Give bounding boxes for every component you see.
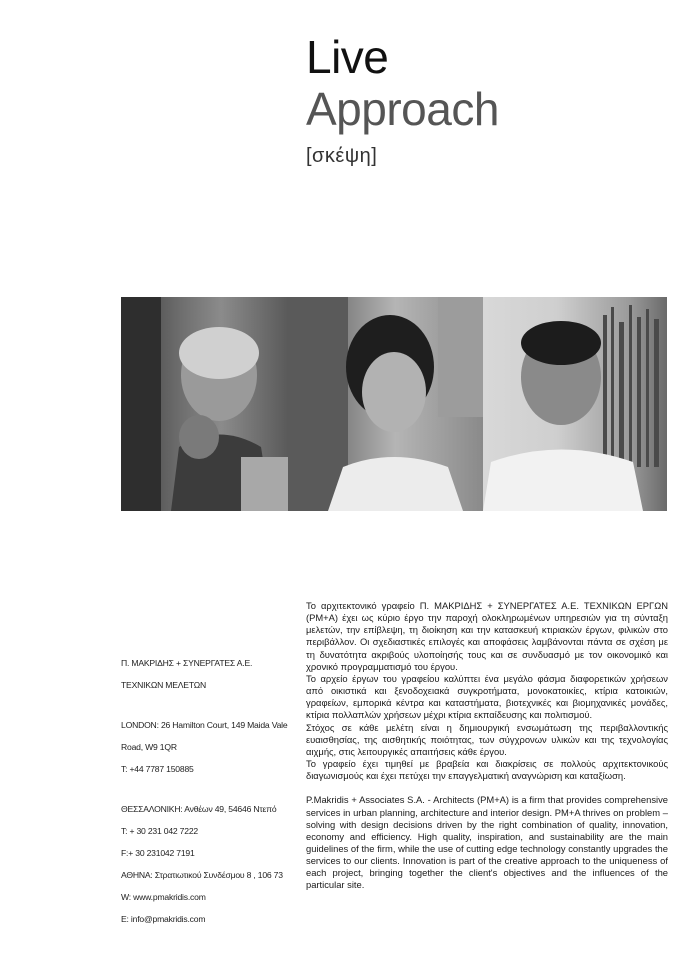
portrait-man-photo bbox=[483, 297, 667, 511]
body-text bbox=[306, 600, 668, 892]
london-address-line1: LONDON: 26 Hamilton Court, 149 Maida Vale bbox=[121, 720, 288, 730]
company-name-line1: Π. ΜΑΚΡΙΔΗΣ + ΣΥΝΕΡΓΑΤΕΣ Α.Ε. bbox=[121, 658, 253, 668]
company-name-line2: ΤΕΧΝΙΚΩΝ ΜΕΛΕΤΩΝ bbox=[121, 680, 206, 690]
title-approach: Approach bbox=[306, 83, 499, 135]
contact-info bbox=[121, 652, 291, 930]
london-phone: T: +44 7787 150885 bbox=[121, 764, 194, 774]
portrait-woman-photo bbox=[288, 297, 483, 511]
greek-paragraph-2: Το αρχείο έργων του γραφείου καλύπτει ένα μεγάλο φάσμα διαφορετικών χρήσεων από οικιστικά και ξενοδοχειακά συγκροτήματα, μονοκατοικίες, κτίρια κατοικιών, γραφείων, εμπορικά κέντρα και καταστήματα, βιοτεχνικές και βιομηχανικές μονάδες, κτίρια πολλαπλών χρήσεων μέχρι κτίρια εκπαίδευσης και πολιτισμού. bbox=[306, 672, 668, 721]
page-title-block bbox=[306, 32, 499, 168]
portrait-older-man-photo bbox=[121, 297, 288, 511]
athens-address: ΑΘΗΝΑ: Στρατιωτικού Συνδέσμου 8 , 106 73 bbox=[121, 870, 283, 880]
website-link[interactable]: W: www.pmakridis.com bbox=[121, 892, 206, 902]
team-photos bbox=[121, 297, 667, 511]
english-paragraph: P.Makridis + Associates S.A. - Architects (PM+A) is a firm that provides comprehensive services in urban planning, architecture and interior design. PM+A thrives on problem – solving with design decisions driven by the right combination of quality, innovation, economy and efficiency. High quality, inspiration, and sustainability are the main guidelines of the firm, while the use of cutting edge technology constantly upgrades the services to our clients. Innovation is part of the creative approach to the uniqueness of each project, bringing together the client's objectives and the influences of the particular site. bbox=[306, 794, 668, 891]
greek-paragraph-1: Το αρχιτεκτονικό γραφείο Π. ΜΑΚΡΙΔΗΣ + ΣΥΝΕΡΓΑΤΕΣ Α.Ε. ΤΕΧΝΙΚΩΝ ΕΡΓΩΝ (PM+A) έχει ως κύριο έργο την παροχή ολοκληρωμένων υπηρεσιών για τη σύνταξη μελετών, την επίβλεψη, τη διοίκηση και την κατασκευή κτιριακών έργων, φιλικών στο περιβάλλον. Οι σχεδιαστικές επιλογές και αποφάσεις λαμβάνονται πάντα σε σχέση με τη δυνατότητα ακριβούς υλοποίησής τους και σε συνδυασμό με τον οικονομικό και χρονικό προγραμματισμό του έργου. bbox=[306, 600, 668, 672]
thessaloniki-address: ΘΕΣΣΑΛΟΝΙΚΗ: Ανθέων 49, 54646 Ντεπό bbox=[121, 804, 277, 814]
title-live: Live bbox=[306, 31, 389, 83]
email-link[interactable]: E: info@pmakridis.com bbox=[121, 914, 206, 924]
greek-paragraph-4: Το γραφείο έχει τιμηθεί με βραβεία και διακρίσεις σε πολλούς αρχιτεκτονικούς διαγωνισμούς και έχει πετύχει την επαγγελματική αναγνώριση και καταξίωση. bbox=[306, 758, 668, 782]
london-address-line2: Road, W9 1QR bbox=[121, 742, 177, 752]
greek-paragraph-3: Στόχος σε κάθε μελέτη είναι η δημιουργική ενσωμάτωση της περιβαλλοντικής ευαισθησίας, της αισθητικής ποιότητας, των σύγχρονων υλικών και της τεχνολογίας αιχμής, στις λειτουργικές απαιτήσεις κάθε έργου. bbox=[306, 721, 668, 757]
thessaloniki-phone: T: + 30 231 042 7222 bbox=[121, 826, 198, 836]
title-subtitle: [σκέψη] bbox=[306, 145, 378, 167]
thessaloniki-fax: F:+ 30 231042 7191 bbox=[121, 848, 195, 858]
